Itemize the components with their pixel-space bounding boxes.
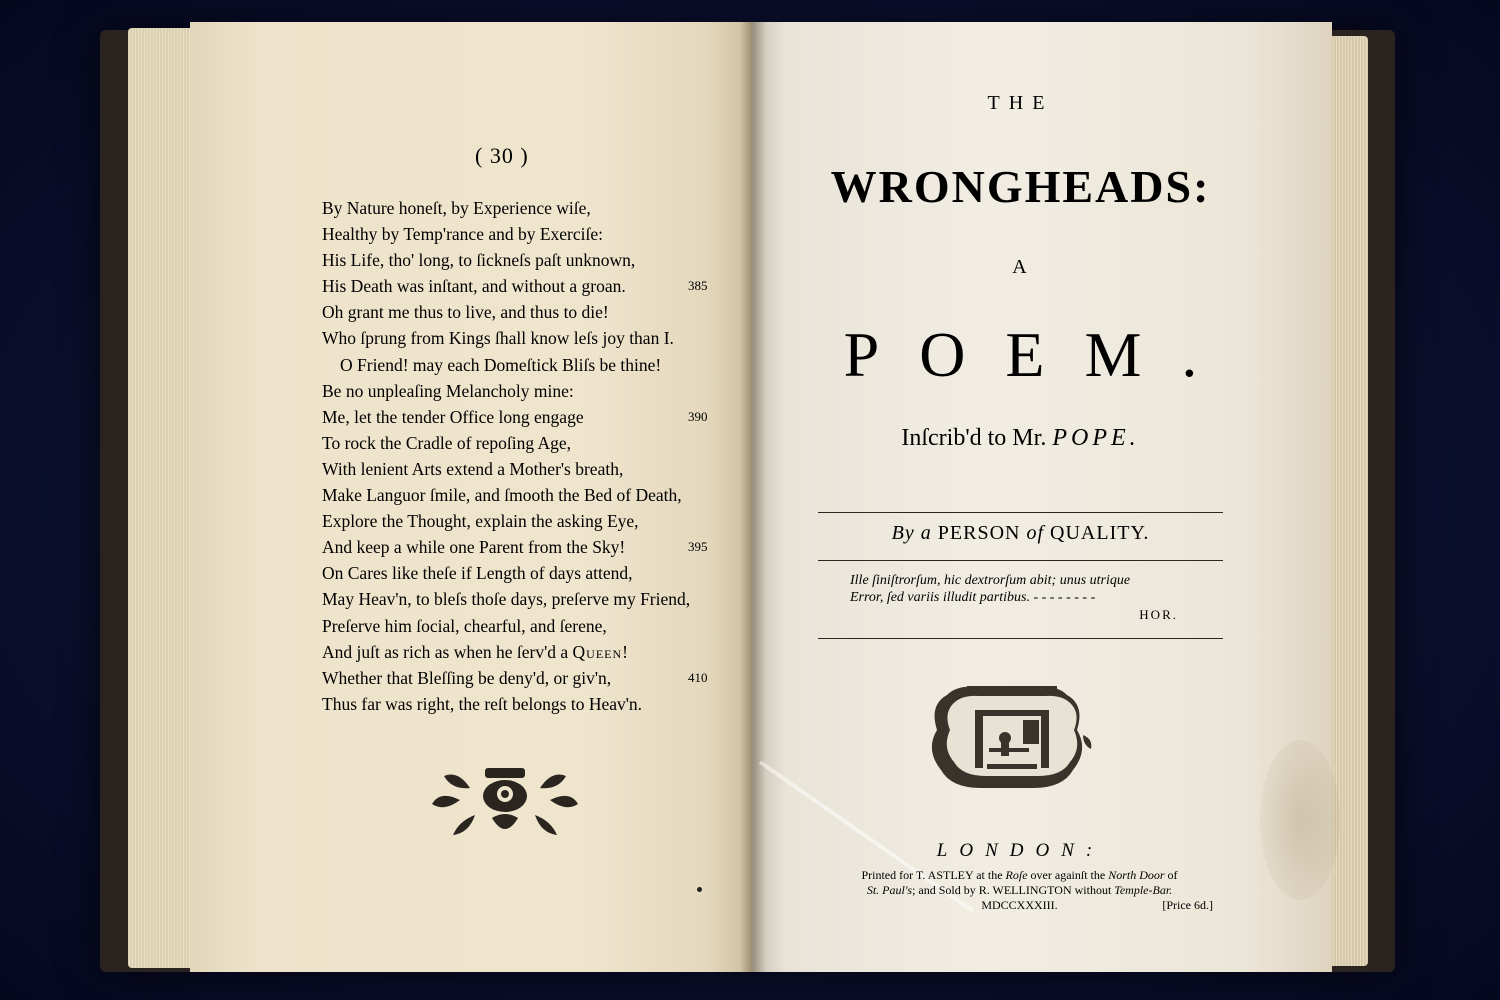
latin-motto — [850, 572, 1190, 623]
imprint-north-door: North Door — [1108, 868, 1165, 882]
verse-line-text — [322, 221, 603, 247]
author-person: PERSON — [937, 522, 1021, 544]
line-number: 410 — [688, 669, 708, 685]
imprint-over-against: over againſt the — [1027, 868, 1109, 882]
page-number: ( 30 ) — [475, 143, 529, 168]
page-stain — [1260, 740, 1340, 900]
motto-line-1: Ille ſiniſtrorſum, hic dextrorſum abit; unus utrique — [850, 573, 1131, 588]
verse-text: May Heav'n, to bleſs thoſe days, preſerve my Friend, — [322, 589, 691, 610]
ink-dot — [697, 887, 702, 892]
verse-text: To rock the Cradle of repoſing Age, — [322, 432, 572, 453]
verse-text: Whether that Bleſſing be deny'd, or giv'n, — [322, 667, 612, 688]
verse-text: Explore the Thought, explain the asking Eye, — [322, 511, 639, 532]
verse-line-text — [322, 482, 682, 508]
motto-source: HOR. — [1139, 607, 1178, 622]
verse-text: His Life, tho' long, to ſickneſs paſt unknown, — [322, 250, 636, 271]
verse-line — [322, 665, 712, 691]
author-quality: QUALITY. — [1050, 522, 1150, 544]
verse-line-text — [322, 639, 628, 665]
line-number: 385 — [688, 278, 708, 294]
floral-ornament-icon — [430, 760, 580, 840]
verse-line — [322, 195, 712, 221]
dedication-prefix: Inſcrib'd to Mr. — [901, 425, 1053, 451]
imprint-printed-for: Printed for T. ASTLEY at the — [861, 868, 1006, 882]
verse-text: His Death was inſtant, and without a groan. — [322, 276, 626, 297]
line-number: 395 — [688, 539, 708, 555]
verse-text: Me, let the tender Office long engage — [322, 406, 584, 427]
author-line — [818, 522, 1223, 545]
book-gutter — [740, 22, 766, 972]
imprint-rose: Roſe — [1005, 868, 1028, 882]
imprint — [812, 868, 1227, 913]
imprint-st-pauls: St. Paul's — [866, 883, 913, 897]
verse-line-text — [322, 430, 571, 456]
verse-line-text — [322, 560, 633, 586]
verse-line-text — [322, 456, 623, 482]
verse-line-text — [322, 665, 611, 691]
verse-line — [322, 691, 712, 717]
verse-line — [322, 325, 712, 351]
title-poem: POEM. — [843, 319, 1238, 390]
verse-line — [322, 430, 712, 456]
verse-line-text — [322, 508, 639, 534]
verse-line — [322, 378, 712, 404]
verse-line — [322, 247, 712, 273]
imprint-line-3 — [812, 898, 1227, 913]
verse-line — [322, 639, 712, 665]
verse-text: Preſerve him ſocial, chearful, and ſerene, — [322, 615, 607, 636]
printers-device-icon — [927, 680, 1097, 795]
verse-line — [322, 560, 712, 586]
verse-text: O Friend! may each Domeſtick Bliſs be thine! — [340, 354, 662, 375]
verse-line-text — [322, 613, 607, 639]
verse-line — [322, 508, 712, 534]
verse-block — [322, 195, 712, 717]
verse-line — [322, 299, 712, 325]
verse-text: Thus far was right, the reſt belongs to Heav'n. — [322, 693, 643, 714]
verse-line-text — [322, 378, 574, 404]
verse-line-text — [322, 247, 635, 273]
verse-text: Make Languor ſmile, and ſmooth the Bed of Death, — [322, 485, 682, 506]
verse-line — [322, 273, 712, 299]
line-number: 390 — [688, 408, 708, 424]
author-of: of — [1026, 522, 1045, 544]
title-the: THE — [987, 92, 1054, 114]
rule-top — [818, 512, 1223, 513]
imprint-of: of — [1164, 868, 1178, 882]
verse-line-text — [322, 534, 625, 560]
imprint-price: [Price 6d.] — [1162, 898, 1213, 912]
verse-text: Healthy by Temp'rance and by Exerciſe: — [322, 224, 604, 245]
dedication-name: POPE. — [1052, 425, 1140, 451]
verse-line-text — [322, 273, 626, 299]
verse-text: Be no unpleaſing Melancholy mine: — [322, 380, 574, 401]
verse-line — [322, 352, 712, 378]
verse-text: With lenient Arts extend a Mother's breath, — [322, 458, 624, 479]
verse-text: Who ſprung from Kings ſhall know leſs joy than I. — [322, 328, 674, 349]
verse-line — [322, 613, 712, 639]
imprint-temple-bar: Temple-Bar. — [1114, 883, 1173, 897]
verse-line-text — [322, 691, 642, 717]
author-by: By — [891, 522, 915, 544]
title-a: A — [1012, 256, 1029, 278]
verse-text: Oh grant me thus to live, and thus to die! — [322, 302, 609, 323]
verse-text: And juſt as rich as when he ſerv'd a — [322, 641, 573, 662]
verse-text: By Nature honeſt, by Experience wiſe, — [322, 198, 591, 218]
verse-line-text — [322, 404, 584, 430]
verse-line — [322, 404, 712, 430]
imprint-line-1 — [812, 868, 1227, 883]
motto-line-2: Error, ſed variis illudit partibus. - - - - - - - - — [850, 590, 1096, 605]
verse-line — [322, 221, 712, 247]
verse-line-text — [322, 352, 661, 378]
verse-line-text — [322, 195, 591, 221]
imprint-sold-by: ; and Sold by R. WELLINGTON without — [912, 883, 1115, 897]
verse-line-text — [322, 586, 690, 612]
imprint-line-2 — [812, 883, 1227, 898]
verse-line — [322, 534, 712, 560]
dedication — [818, 425, 1223, 452]
author-a: a — [920, 522, 932, 544]
verse-text: On Cares like theſe if Length of days attend, — [322, 563, 633, 584]
verse-line — [322, 456, 712, 482]
verse-line — [322, 586, 712, 612]
imprint-year: MDCCXXXIII. — [981, 898, 1058, 912]
verse-line-text — [322, 325, 674, 351]
rule-middle — [818, 560, 1223, 561]
verse-line-text — [322, 299, 609, 325]
imprint-city: LONDON: — [936, 840, 1105, 861]
title-wrongheads: WRONGHEADS: — [830, 161, 1211, 212]
verse-punctuation: ! — [622, 641, 628, 662]
verse-text: And keep a while one Parent from the Sky! — [322, 537, 626, 558]
rule-bottom — [818, 638, 1223, 639]
verse-line — [322, 482, 712, 508]
verse-smallcaps: Queen — [572, 641, 623, 662]
